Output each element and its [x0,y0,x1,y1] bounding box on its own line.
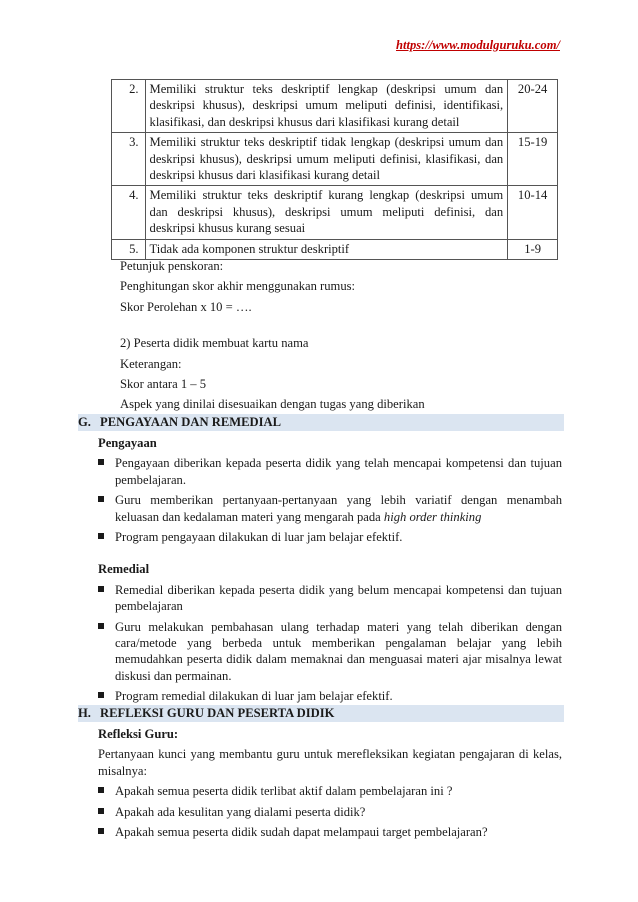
square-bullet-icon [98,586,104,592]
row-number: 2. [112,80,146,133]
list-item: Program pengayaan dilakukan di luar jam belajar efektif. [98,529,562,545]
section-g-title: PENGAYAAN DAN REMEDIAL [100,415,281,429]
aspect-note: Aspek yang dinilai disesuaikan dengan tugas yang diberikan [120,397,425,412]
scoring-formula-label: Penghitungan skor akhir menggunakan rumus: [120,279,356,294]
list-item: Apakah semua peserta didik terlibat aktif dalam pembelajaran ini ? [98,783,562,799]
row-description: Memiliki struktur teks deskriptif lengkap (deskripsi umum dan deskripsi khusus), deskripsi umum meliputi definisi, identifikasi, klasifikasi, dan deskripsi khusus dari klasifikasi kurang detail [145,80,508,133]
refleksi-intro: Pertanyaan kunci yang membantu guru untuk merefleksikan kegiatan pengajaran di kelas, misalnya: [98,747,562,778]
list-item: Apakah semua peserta didik sudah dapat melampaui target pembelajaran? [98,824,562,840]
scoring-instructions [120,258,560,417]
row-description: Tidak ada komponen struktur deskriptif [145,239,508,259]
rubric-table [111,79,558,260]
section-h-letter: H. [78,706,91,720]
square-bullet-icon [98,787,104,793]
section-h-title: REFLEKSI GURU DAN PESERTA DIDIK [100,706,335,720]
list-item: Apakah ada kesulitan yang dialami peserta didik? [98,804,562,820]
remedial-heading: Remedial [98,562,150,577]
section-h-heading [78,705,564,722]
refleksi-questions [98,783,562,840]
square-bullet-icon [98,692,104,698]
notes-label: Keterangan: [120,356,182,371]
scoring-formula: Skor Perolehan x 10 = …. [120,299,252,314]
row-score: 1-9 [508,239,558,259]
row-description: Memiliki struktur teks deskriptif tidak lengkap (deskripsi umum dan deskripsi khusus), deskripsi umum meliputi definisi, klasifikasi, dan deskripsi khusus dari klasifikasi kurang detail [145,133,508,186]
emphasis-text: high order thinking [383,509,482,524]
list-item: Guru memberikan pertanyaan-pertanyaan yang lebih variatif dengan menambah keluasan dan kedalaman materi yang mengarah pada high order thinking [98,492,562,525]
square-bullet-icon [98,459,104,465]
scoring-heading: Petunjuk penskoran: [120,259,224,273]
row-score: 20-24 [508,80,558,133]
square-bullet-icon [98,828,104,834]
row-score: 10-14 [508,186,558,239]
section-h-body [98,726,562,844]
task-item-2: 2) Peserta didik membuat kartu nama [120,336,309,351]
square-bullet-icon [98,496,104,502]
list-item: Program remedial dilakukan di luar jam belajar efektif. [98,688,562,704]
table-row [112,80,558,133]
section-g-letter: G. [78,415,91,429]
score-range: Skor antara 1 – 5 [120,377,207,392]
section-g-heading [78,414,564,431]
remedial-list [98,582,562,705]
row-number: 5. [112,239,146,259]
row-number: 4. [112,186,146,239]
row-score: 15-19 [508,133,558,186]
row-number: 3. [112,133,146,186]
table-row [112,186,558,239]
refleksi-guru-heading: Refleksi Guru: [98,727,179,741]
square-bullet-icon [98,623,104,629]
square-bullet-icon [98,533,104,539]
pengayaan-heading: Pengayaan [98,436,157,450]
row-description: Memiliki struktur teks deskriptif kurang lengkap (deskripsi umum dan deskripsi khusus), deskripsi umum meliputi definisi, dan deskripsi khusus kurang sesuai [145,186,508,239]
website-link[interactable]: https://www.modulguruku.com/ [395,38,560,52]
table-row [112,133,558,186]
pengayaan-list [98,455,562,545]
section-g-body [98,435,562,709]
list-item: Remedial diberikan kepada peserta didik yang belum mencapai kompetensi dan tujuan pembelajaran [98,582,562,615]
table-row [112,239,558,259]
list-item: Pengayaan diberikan kepada peserta didik yang telah mencapai kompetensi dan tujuan pembelajaran. [98,455,562,488]
list-item: Guru melakukan pembahasan ulang terhadap materi yang telah diberikan dengan cara/metode yang berbeda untuk memberikan pengalaman belajar yang lebih memudahkan peserta didik dalam memaknai dan menguasai materi ajar misalnya lewat diskusi dan permainan. [98,619,562,685]
square-bullet-icon [98,808,104,814]
